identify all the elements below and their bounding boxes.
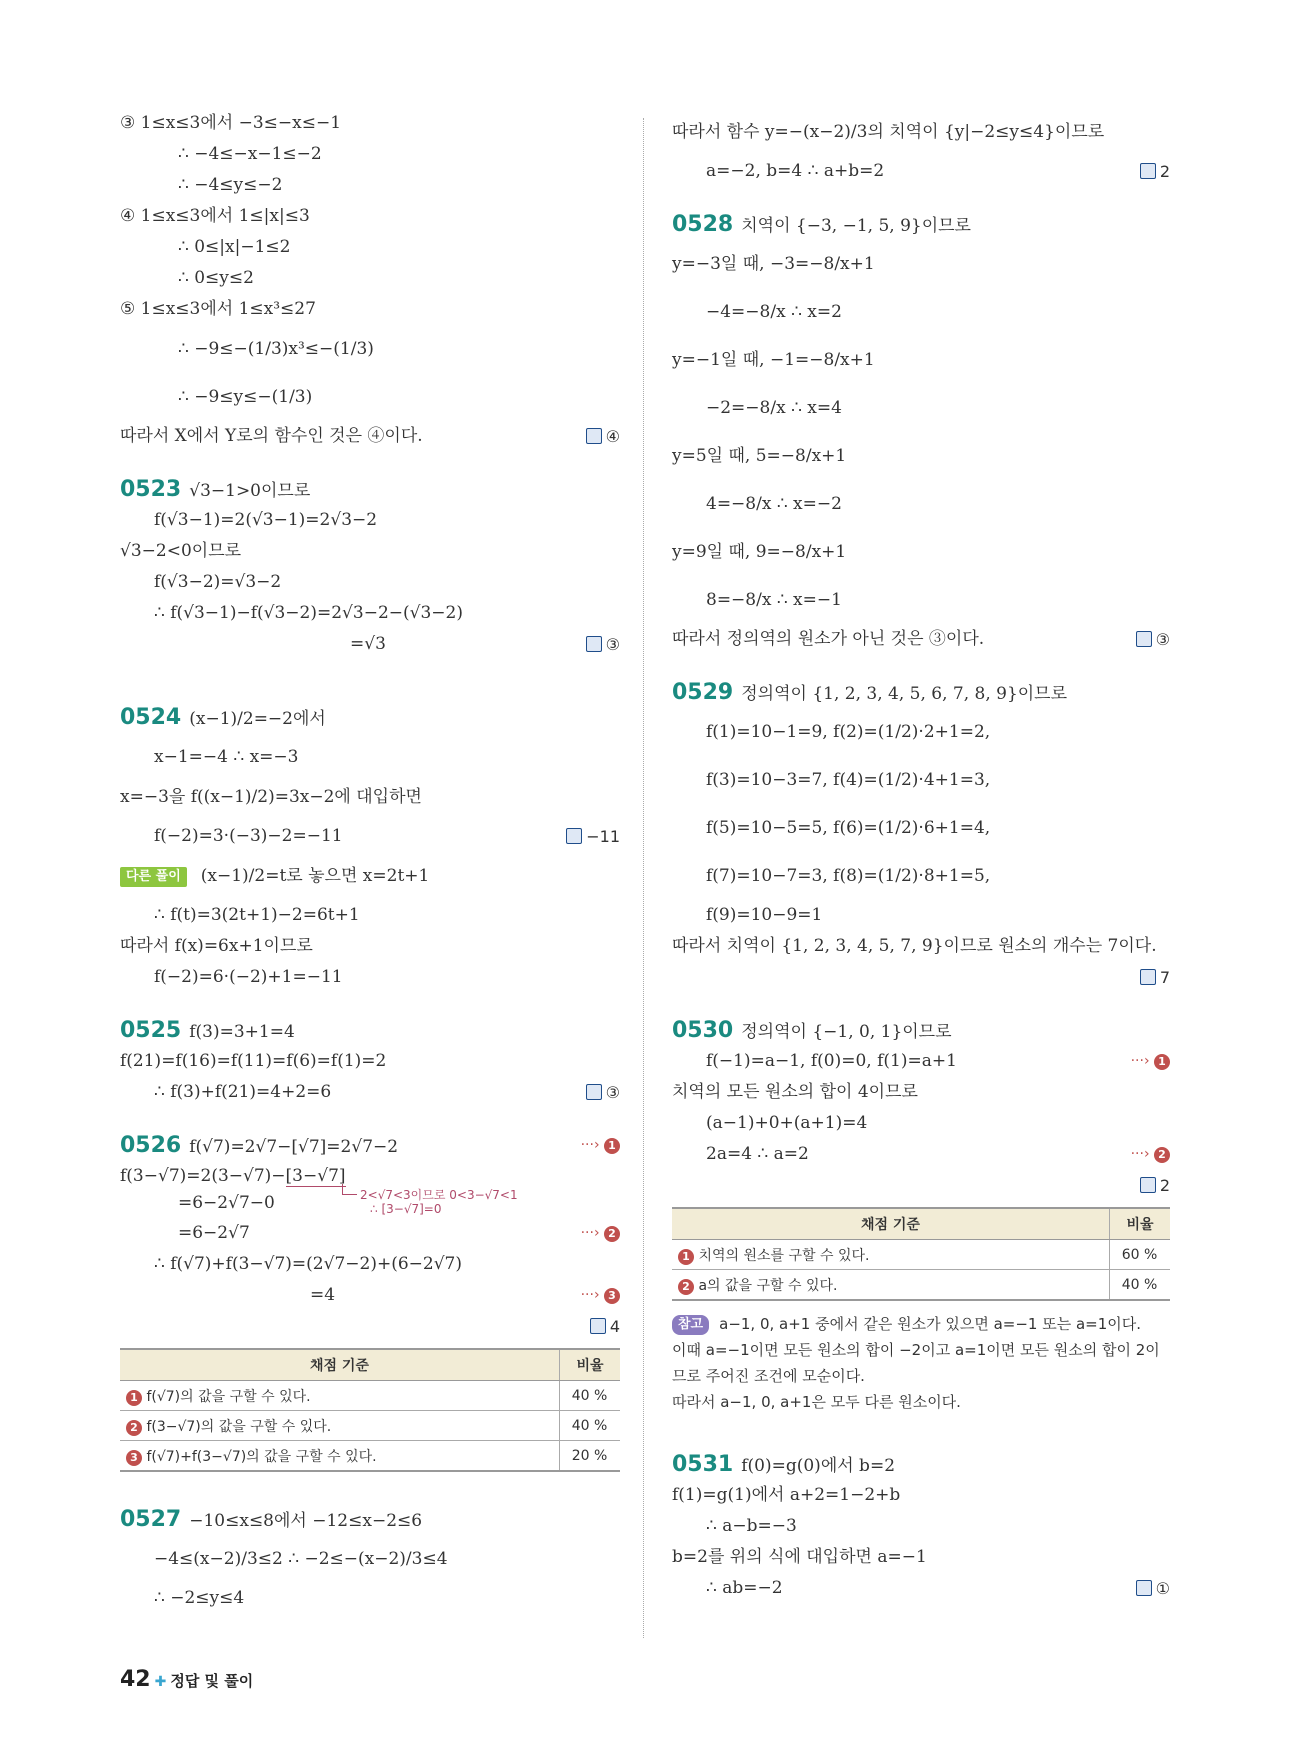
problem-number: 0527 — [120, 1507, 182, 1532]
line-text: −10≤x≤8에서 −12≤x−2≤6 — [189, 1511, 423, 1531]
line: ⑤ 1≤x≤3에서 1≤x³≤27 — [120, 299, 316, 319]
line-text: =√3 — [350, 634, 386, 654]
line-text: a−1, 0, a+1 중에서 같은 원소가 있으면 a=−1 또는 a=1이다. — [719, 1315, 1142, 1333]
line: f(1)=g(1)에서 a+2=1−2+b — [672, 1485, 901, 1505]
line: f(7)=10−7=3, f(8)=(1/2)·8+1=5, — [706, 866, 991, 886]
answer-value: 4 — [609, 1317, 620, 1336]
step-number: 1 — [126, 1390, 142, 1406]
line: 따라서 f(x)=6x+1이므로 — [120, 936, 313, 956]
line: −2=−8/x ∴ x=4 — [706, 398, 842, 418]
line: ∴ −2≤y≤4 — [154, 1588, 245, 1608]
page-number: 42 — [120, 1667, 151, 1692]
answer-badge-icon — [1140, 1177, 1156, 1193]
answer-badge-icon — [586, 1084, 602, 1100]
table-header — [672, 1208, 1170, 1240]
problem-number: 0531 — [672, 1452, 734, 1477]
footer-label: 정답 및 풀이 — [170, 1672, 254, 1690]
problem-header — [120, 474, 620, 505]
criteria-cell — [672, 1270, 1110, 1301]
spacer — [120, 1108, 620, 1130]
right-column — [672, 108, 1170, 1604]
line-text: a=−2, b=4 ∴ a+b=2 — [706, 161, 885, 181]
problem-number: 0525 — [120, 1018, 182, 1043]
line: ∴ −9≤−(1/3)x³≤−(1/3) — [178, 339, 374, 359]
spacer — [120, 452, 620, 474]
plus-icon: ✚ — [154, 1674, 167, 1690]
problem-header — [672, 1449, 1170, 1480]
step-number: 3 — [604, 1288, 620, 1304]
criteria-cell — [120, 1381, 560, 1411]
answer-badge-icon — [566, 828, 582, 844]
table-header — [120, 1349, 620, 1381]
reference-badge: 참고 — [672, 1315, 709, 1335]
criteria-cell — [120, 1411, 560, 1441]
line: x−1=−4 ∴ x=−3 — [154, 747, 299, 767]
step-marker: ···› 1 — [581, 1130, 620, 1161]
answer-badge-icon — [1136, 1580, 1152, 1596]
line — [672, 1046, 1170, 1077]
step-marker: ···› 3 — [581, 1280, 620, 1311]
line — [120, 1280, 620, 1311]
answer-mark — [1136, 624, 1170, 655]
spacer — [120, 993, 620, 1015]
header-criteria: 채점 기준 — [672, 1208, 1110, 1240]
line: ∴ f(t)=3(2t+1)−2=6t+1 — [154, 905, 360, 925]
problem-number: 0526 — [120, 1133, 182, 1158]
line-text: f(√7)=2√7−[√7]=2√7−2 — [189, 1137, 399, 1157]
line-text: 따라서 정의역의 원소가 아닌 것은 ③이다. — [672, 629, 985, 649]
step-marker: ···› 1 — [1131, 1046, 1170, 1077]
answer-badge-icon — [586, 636, 602, 652]
ratio-cell: 40 % — [1110, 1270, 1171, 1301]
conclusion-line — [672, 624, 1170, 655]
line: 므로 주어진 조건에 모순이다. — [672, 1367, 865, 1385]
line: y=−3일 때, −3=−8/x+1 — [672, 254, 875, 274]
answer-badge-icon — [1136, 631, 1152, 647]
alt-solution-badge: 다른 풀이 — [120, 867, 187, 887]
answer-mark — [1140, 156, 1170, 187]
criteria-cell — [120, 1441, 560, 1472]
line: (a−1)+0+(a+1)=4 — [706, 1113, 868, 1133]
criteria-text: a의 값을 구할 수 있다. — [698, 1277, 838, 1294]
line-text: 정의역이 {−1, 0, 1}이므로 — [741, 1022, 952, 1042]
problem-header — [120, 1130, 620, 1161]
result-line — [120, 821, 620, 852]
underlined-term: [3−√7] — [285, 1166, 346, 1186]
spacer — [672, 1415, 1170, 1449]
line: 따라서 a−1, 0, a+1은 모두 다른 원소이다. — [672, 1393, 961, 1411]
step-number: 2 — [1154, 1147, 1170, 1163]
line: 따라서 함수 y=−(x−2)/3의 치역이 {y|−2≤y≤4}이므로 — [672, 122, 1105, 142]
step-number: 1 — [678, 1249, 694, 1265]
result-line — [672, 1573, 1170, 1604]
line: ∴ a−b=−3 — [706, 1516, 797, 1536]
line: f(√3−2)=√3−2 — [154, 572, 282, 592]
ratio-cell: 20 % — [560, 1441, 621, 1472]
ratio-cell: 60 % — [1110, 1240, 1171, 1270]
answer-mark — [566, 821, 620, 852]
line: ∴ 0≤y≤2 — [178, 268, 254, 288]
line: y=9일 때, 9=−8/x+1 — [672, 542, 847, 562]
answer-value: ③ — [605, 635, 620, 654]
header-criteria: 채점 기준 — [120, 1349, 560, 1381]
answer-line — [672, 962, 1170, 993]
line — [120, 1218, 620, 1249]
line: =6−2√7−0 — [178, 1193, 275, 1213]
note-line: ∴ [3−√7]=0 — [370, 1202, 442, 1216]
criteria-text: 치역의 원소를 구할 수 있다. — [698, 1247, 870, 1264]
line-text: f(−1)=a−1, f(0)=0, f(1)=a+1 — [706, 1051, 957, 1071]
problem-number: 0523 — [120, 477, 182, 502]
problem-header — [120, 1504, 620, 1535]
problem-header — [672, 677, 1170, 708]
line-text: f(3−√7)=2(3−√7)− — [120, 1166, 286, 1186]
spacer — [120, 1482, 620, 1504]
problem-header — [120, 1015, 620, 1046]
left-column — [120, 108, 620, 1614]
table-row — [120, 1441, 620, 1472]
line-text: ∴ f(3)+f(21)=4+2=6 — [154, 1082, 332, 1102]
line-text: √3−1>0이므로 — [189, 481, 311, 501]
line: f(21)=f(16)=f(11)=f(6)=f(1)=2 — [120, 1051, 387, 1071]
line-text: 치역이 {−3, −1, 5, 9}이므로 — [741, 216, 971, 236]
criteria-text: f(3−√7)의 값을 구할 수 있다. — [146, 1418, 332, 1435]
conclusion-line — [120, 421, 620, 452]
line: f(−2)=6·(−2)+1=−11 — [154, 967, 343, 987]
line: ④ 1≤x≤3에서 1≤|x|≤3 — [120, 206, 310, 226]
line: 4=−8/x ∴ x=−2 — [706, 494, 842, 514]
line: f(9)=10−9=1 — [706, 905, 823, 925]
step-number: 2 — [678, 1279, 694, 1295]
answer-value: −11 — [586, 827, 620, 846]
answer-value: 2 — [1159, 1176, 1170, 1195]
answer-value: ① — [1155, 1579, 1170, 1598]
problem-header — [672, 209, 1170, 240]
answer-mark — [590, 1311, 620, 1342]
problem-number: 0529 — [672, 680, 734, 705]
line: ③ 1≤x≤3에서 −3≤−x≤−1 — [120, 113, 342, 133]
line: f(√3−1)=2(√3−1)=2√3−2 — [154, 510, 378, 530]
line-text: =6−2√7 — [178, 1223, 250, 1243]
line: ∴ 0≤|x|−1≤2 — [178, 237, 291, 257]
line-text: f(0)=g(0)에서 b=2 — [741, 1456, 896, 1476]
criteria-text: f(√7)+f(3−√7)의 값을 구할 수 있다. — [146, 1448, 377, 1465]
spacer — [672, 187, 1170, 209]
answer-badge-icon — [1140, 969, 1156, 985]
answer-mark — [1140, 962, 1170, 993]
line: 따라서 치역이 {1, 2, 3, 4, 5, 7, 9}이므로 원소의 개수는 7이다. — [672, 936, 1157, 956]
line: 치역의 모든 원소의 합이 4이므로 — [672, 1082, 918, 1102]
line: √3−2<0이므로 — [120, 541, 242, 561]
step-number: 1 — [1154, 1054, 1170, 1070]
page-footer — [120, 1667, 253, 1692]
line-text: (x−1)/2=−2에서 — [189, 709, 326, 729]
note-line: 2<√7<3이므로 0<3−√7<1 — [360, 1188, 518, 1202]
line-text: 따라서 X에서 Y로의 함수인 것은 ④이다. — [120, 426, 423, 446]
line: ∴ f(√7)+f(3−√7)=(2√7−2)+(6−2√7) — [154, 1254, 463, 1274]
line: y=−1일 때, −1=−8/x+1 — [672, 350, 875, 370]
answer-line — [672, 1170, 1170, 1201]
answer-mark — [1136, 1573, 1170, 1604]
answer-mark — [586, 1077, 620, 1108]
reference-note — [672, 1311, 1170, 1337]
result-line — [120, 1077, 620, 1108]
line: f(3)=10−3=7, f(4)=(1/2)·4+1=3, — [706, 770, 991, 790]
grading-table — [672, 1207, 1170, 1301]
grading-table — [120, 1348, 620, 1472]
line-text: f(−2)=3·(−3)−2=−11 — [154, 826, 343, 846]
line: f(1)=10−1=9, f(2)=(1/2)·2+1=2, — [706, 722, 991, 742]
answer-mark — [1140, 1170, 1170, 1201]
problem-header — [672, 1015, 1170, 1046]
spacer — [120, 660, 620, 694]
table-row — [120, 1381, 620, 1411]
problem-header — [120, 694, 620, 742]
table-row — [672, 1240, 1170, 1270]
criteria-text: f(√7)의 값을 구할 수 있다. — [146, 1388, 311, 1405]
line — [672, 1139, 1170, 1170]
line: b=2를 위의 식에 대입하면 a=−1 — [672, 1547, 927, 1567]
answer-badge-icon — [586, 428, 602, 444]
answer-mark — [586, 421, 620, 452]
line: −4≤(x−2)/3≤2 ∴ −2≤−(x−2)/3≤4 — [154, 1549, 448, 1569]
answer-value: ④ — [605, 427, 620, 446]
answer-value: ③ — [1155, 630, 1170, 649]
header-ratio: 비율 — [1110, 1208, 1171, 1240]
line: y=5일 때, 5=−8/x+1 — [672, 446, 847, 466]
line: 이때 a=−1이면 모든 원소의 합이 −2이고 a=1이면 모든 원소의 합이 2이 — [672, 1341, 1160, 1359]
header-ratio: 비율 — [560, 1349, 621, 1381]
table-row — [672, 1270, 1170, 1301]
line: x=−3을 f((x−1)/2)=3x−2에 대입하면 — [120, 787, 422, 807]
step-number: 1 — [604, 1138, 620, 1154]
side-note — [120, 1184, 620, 1218]
line-text: ∴ ab=−2 — [706, 1578, 783, 1598]
line: ∴ −4≤−x−1≤−2 — [178, 144, 322, 164]
line: −4=−8/x ∴ x=2 — [706, 302, 842, 322]
answer-badge-icon — [1140, 163, 1156, 179]
line-text: 정의역이 {1, 2, 3, 4, 5, 6, 7, 8, 9}이므로 — [741, 684, 1068, 704]
answer-line — [120, 1311, 620, 1342]
line-text: (x−1)/2=t로 놓으면 x=2t+1 — [200, 866, 430, 886]
step-number: 2 — [126, 1420, 142, 1436]
answer-value: 2 — [1159, 162, 1170, 181]
result-line — [120, 629, 620, 660]
note-bracket — [342, 1184, 357, 1195]
line: ∴ f(√3−1)−f(√3−2)=2√3−2−(√3−2) — [154, 603, 463, 623]
line-text: f(3)=3+1=4 — [189, 1022, 295, 1042]
step-marker: ···› 2 — [1131, 1139, 1170, 1170]
answer-badge-icon — [590, 1318, 606, 1334]
column-divider — [643, 118, 644, 1638]
step-number: 2 — [604, 1226, 620, 1242]
line: 8=−8/x ∴ x=−1 — [706, 590, 842, 610]
line-text: =4 — [310, 1285, 336, 1305]
result-line — [672, 156, 1170, 187]
table-row — [120, 1411, 620, 1441]
answer-mark — [586, 629, 620, 660]
problem-number: 0524 — [120, 705, 182, 730]
step-marker: ···› 2 — [581, 1218, 620, 1249]
spacer — [672, 655, 1170, 677]
line-text: 2a=4 ∴ a=2 — [706, 1144, 809, 1164]
line: f(5)=10−5=5, f(6)=(1/2)·6+1=4, — [706, 818, 991, 838]
problem-number: 0530 — [672, 1018, 734, 1043]
ratio-cell: 40 % — [560, 1381, 621, 1411]
criteria-cell — [672, 1240, 1110, 1270]
answer-value: 7 — [1159, 968, 1170, 987]
ratio-cell: 40 % — [560, 1411, 621, 1441]
line: ∴ −9≤y≤−(1/3) — [178, 387, 313, 407]
step-number: 3 — [126, 1450, 142, 1466]
spacer — [672, 993, 1170, 1015]
problem-number: 0528 — [672, 212, 734, 237]
line: ∴ −4≤y≤−2 — [178, 175, 283, 195]
alt-solution-line — [120, 852, 620, 900]
answer-value: ③ — [605, 1083, 620, 1102]
